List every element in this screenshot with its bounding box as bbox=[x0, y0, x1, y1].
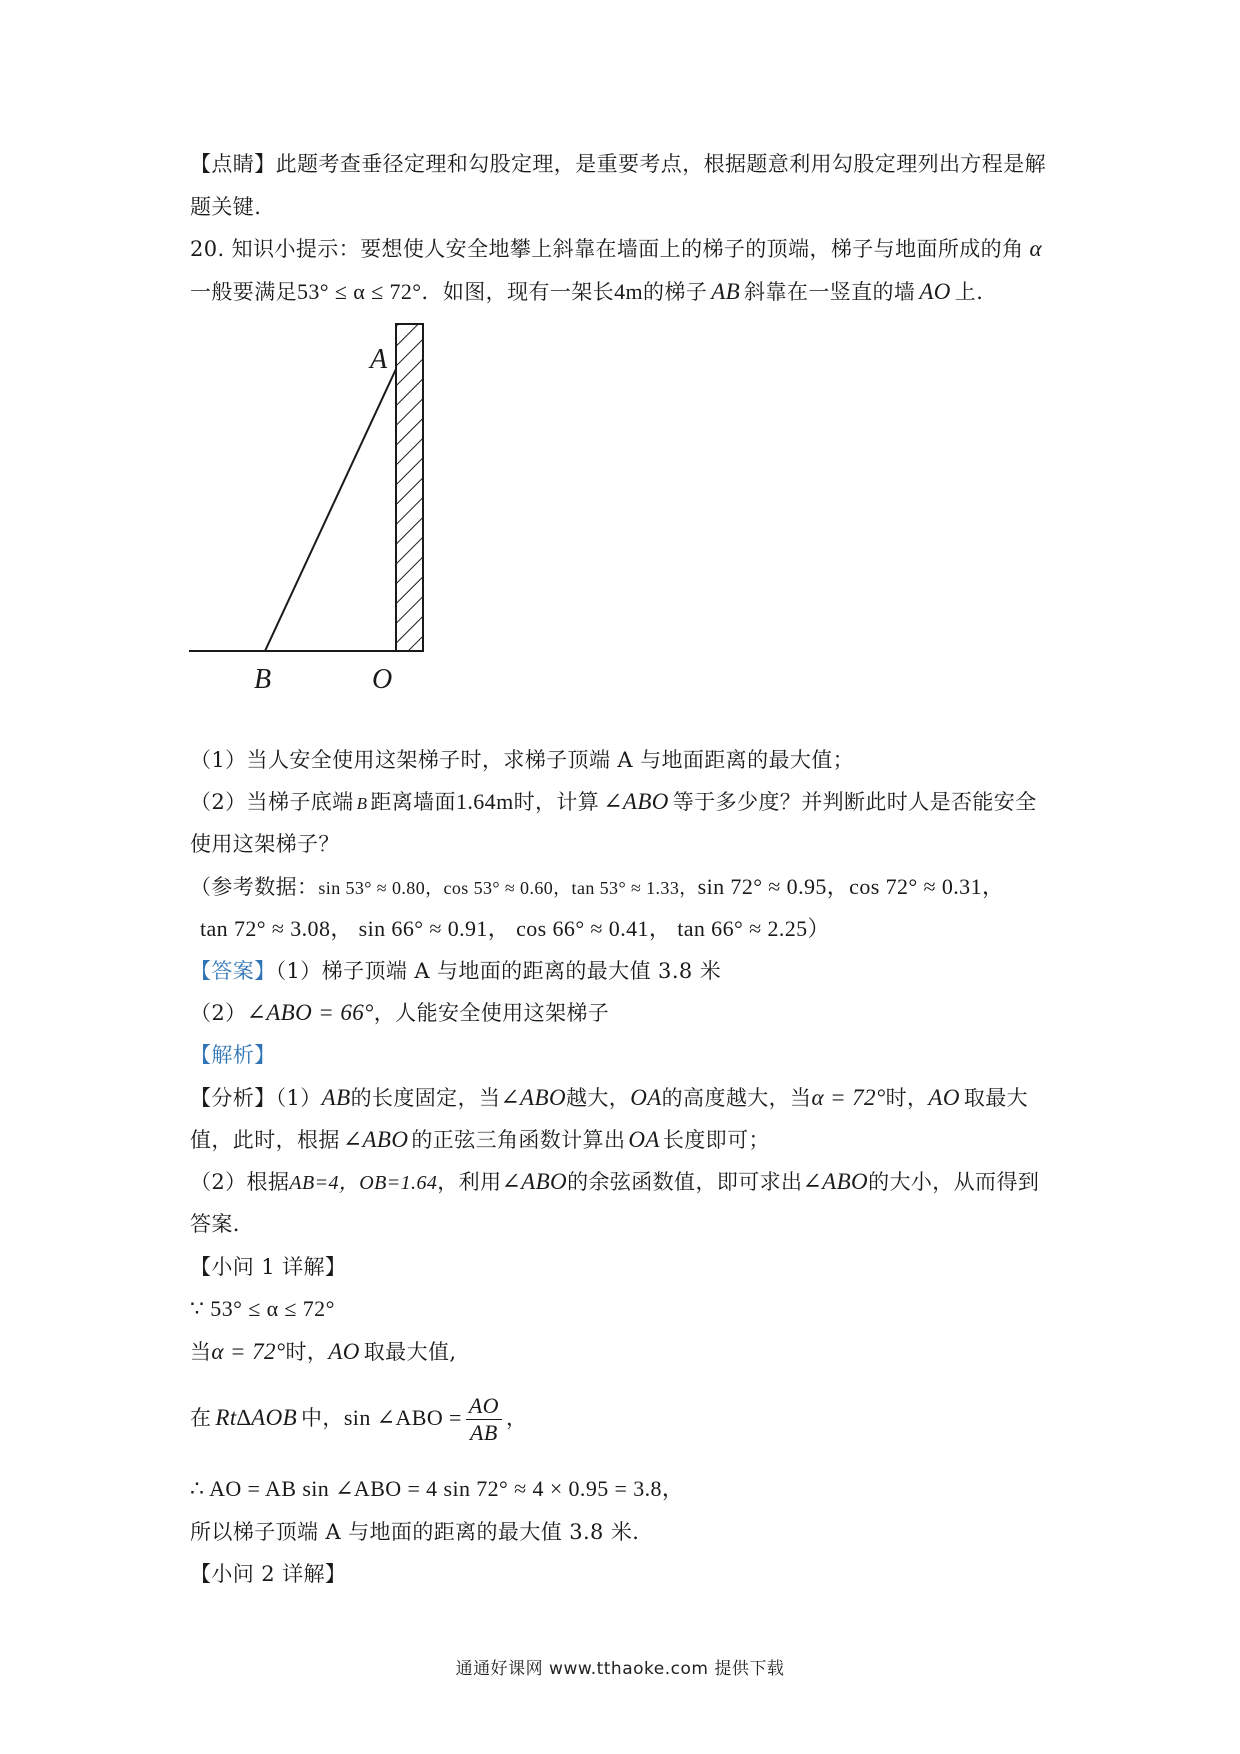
solution-line-4 bbox=[190, 1474, 1070, 1504]
problem-20-line-2 bbox=[190, 277, 1070, 307]
segment-oa: OA bbox=[628, 1127, 660, 1152]
question-text: （1）当人安全使用这架梯子时，求梯子顶端 A 与地面距离的最大值； bbox=[190, 748, 855, 772]
analysis-line-3 bbox=[190, 1167, 1070, 1198]
analysis-text: 值，此时，根据 bbox=[190, 1128, 340, 1152]
analysis-tag-line bbox=[190, 1040, 1070, 1070]
solution-math: ∴ AO = AB sin ∠ABO = 4 sin 72° ≈ 4 × 0.95 = 3.8， bbox=[190, 1476, 685, 1501]
fraction-numerator: AO bbox=[466, 1393, 502, 1420]
solution-text: 当 bbox=[190, 1340, 212, 1364]
analysis-text: 越大， bbox=[565, 1086, 631, 1110]
label-a: A bbox=[370, 344, 388, 375]
analysis-text: 的长度固定，当 bbox=[350, 1086, 501, 1110]
distance-value: 1.64m bbox=[455, 789, 514, 814]
note-text: 【点睛】此题考查垂径定理和勾股定理，是重要考点，根据题意利用勾股定理列出方程是解 bbox=[190, 152, 1046, 176]
alpha-value: α = 72° bbox=[211, 1339, 286, 1364]
ladder-figure bbox=[186, 318, 456, 698]
angle-abo: ∠ABO bbox=[603, 789, 669, 814]
segment-ao: AO bbox=[328, 1339, 360, 1364]
sub-heading: 【小问 2 详解】 bbox=[190, 1562, 347, 1586]
solution-text: 在 bbox=[190, 1406, 212, 1430]
answer-line-2 bbox=[190, 998, 1070, 1028]
triangle-aob: Rt∆AOB bbox=[215, 1405, 298, 1430]
sine-expression: sin ∠ABO = bbox=[343, 1405, 462, 1430]
answer-text: （2） bbox=[190, 1001, 247, 1025]
solution-line-1 bbox=[190, 1294, 1070, 1324]
analysis-text: 的正弦三角函数计算出 bbox=[411, 1128, 626, 1152]
note-line-2 bbox=[190, 192, 1070, 222]
sub-question-1-heading bbox=[190, 1252, 1070, 1282]
reference-values: sin 72° ≈ 0.95，cos 72° ≈ 0.31， bbox=[697, 874, 1005, 899]
problem-text: 的梯子 bbox=[643, 280, 708, 304]
label-b: B bbox=[254, 664, 272, 695]
sub-heading: 【小问 1 详解】 bbox=[190, 1255, 347, 1279]
analysis-tag: 【解析】 bbox=[190, 1043, 276, 1067]
problem-text: ．如图，现有一架长 bbox=[421, 280, 615, 304]
wall bbox=[396, 324, 423, 651]
answer-text: （1）梯子顶端 A 与地面的距离的最大值 3.8 米 bbox=[275, 959, 722, 983]
answer-tag: 【答案】 bbox=[190, 959, 276, 983]
analysis-text: 长度即可； bbox=[662, 1128, 770, 1152]
analysis-text: 答案. bbox=[190, 1212, 240, 1236]
solution-line-2 bbox=[190, 1337, 1070, 1367]
given-values: AB=4，OB=1.64 bbox=[289, 1172, 438, 1194]
solution-line-5 bbox=[190, 1517, 1070, 1547]
sub-question-2-heading bbox=[190, 1559, 1070, 1589]
solution-text: ， bbox=[505, 1406, 528, 1430]
solution-text: 所以梯子顶端 A 与地面的距离的最大值 3.8 米. bbox=[190, 1520, 640, 1544]
angle-abo: ∠ABO bbox=[501, 1169, 568, 1194]
solution-text: 时， bbox=[285, 1340, 329, 1364]
alpha-value: α = 72° bbox=[811, 1085, 886, 1110]
fraction-denominator: AB bbox=[470, 1420, 498, 1445]
page-footer: 通通好课网 www.tthaoke.com 提供下载 bbox=[455, 1659, 785, 1679]
answer-text: ，人能安全使用这架梯子 bbox=[373, 1001, 610, 1025]
label-o: O bbox=[372, 664, 393, 695]
reference-values: tan 72° ≈ 3.08， sin 66° ≈ 0.91， cos 66° ≈ 0.41， tan 66° ≈ 2.25） bbox=[200, 916, 830, 941]
question-2-line-2 bbox=[190, 829, 1070, 859]
question-2-line-1 bbox=[190, 787, 1070, 819]
solution-text: 取最大值, bbox=[363, 1340, 457, 1364]
segment-ao: AO bbox=[928, 1085, 960, 1110]
solution-math: ∵ 53° ≤ α ≤ 72° bbox=[190, 1296, 335, 1321]
ladder-ab bbox=[265, 369, 396, 651]
problem-text: 20. 知识小提示：要想使人安全地攀上斜靠在墙面上的梯子的顶端，梯子与地面所成的角 bbox=[190, 237, 1024, 261]
analysis-text: 时， bbox=[885, 1086, 929, 1110]
angle-result: ∠ABO = 66° bbox=[246, 1000, 374, 1025]
analysis-text: 【分析】（1） bbox=[190, 1086, 322, 1110]
analysis-text: 的大小，从而得到 bbox=[868, 1170, 1040, 1194]
reference-values: sin 53° ≈ 0.80，cos 53° ≈ 0.60，tan 53° ≈ 1.33， bbox=[318, 878, 698, 898]
angle-abo: ∠ABO bbox=[342, 1127, 409, 1152]
analysis-line-1 bbox=[190, 1083, 1070, 1113]
angle-abo: ∠ABO bbox=[500, 1085, 566, 1110]
reference-label: （参考数据： bbox=[190, 875, 319, 899]
answer-line-1 bbox=[190, 956, 1070, 986]
solution-text: 中， bbox=[301, 1406, 344, 1430]
question-text: 等于多少度？并判断此时人是否能安全 bbox=[672, 790, 1037, 814]
question-text: 使用这架梯子？ bbox=[190, 832, 340, 856]
fraction-ao-ab bbox=[466, 1393, 502, 1446]
reference-line-1 bbox=[190, 872, 1070, 903]
analysis-line-2 bbox=[190, 1125, 1070, 1155]
question-text: 时，计算 bbox=[513, 790, 600, 814]
angle-abo: ∠ABO bbox=[802, 1169, 869, 1194]
analysis-text: （2）根据 bbox=[190, 1170, 290, 1194]
question-text: 距离墙面 bbox=[370, 790, 456, 814]
analysis-text: 取最大 bbox=[963, 1086, 1029, 1110]
point-b: B bbox=[356, 794, 368, 813]
ladder-length: 4m bbox=[614, 279, 644, 304]
analysis-text: 的高度越大，当 bbox=[661, 1086, 812, 1110]
note-line-1 bbox=[190, 149, 1070, 179]
segment-ab: AB bbox=[711, 279, 741, 304]
alpha-symbol: α bbox=[1029, 236, 1042, 261]
segment-oa: OA bbox=[630, 1085, 662, 1110]
problem-20-line-1 bbox=[190, 234, 1070, 264]
problem-text: 一般要满足 bbox=[190, 280, 297, 304]
segment-ab: AB bbox=[321, 1085, 351, 1110]
note-text: 题关键. bbox=[190, 195, 262, 219]
segment-ao: AO bbox=[919, 279, 951, 304]
question-1 bbox=[190, 745, 1070, 775]
problem-text: 上. bbox=[954, 280, 984, 304]
reference-line-2 bbox=[200, 914, 1080, 944]
analysis-line-4 bbox=[190, 1209, 1070, 1239]
question-text: （2）当梯子底端 bbox=[190, 790, 354, 814]
problem-text: 斜靠在一竖直的墙 bbox=[744, 280, 916, 304]
angle-range: 53° ≤ α ≤ 72° bbox=[297, 279, 422, 304]
solution-line-3 bbox=[190, 1388, 1070, 1448]
analysis-text: ，利用 bbox=[437, 1170, 502, 1194]
analysis-text: 的余弦函数值，即可求出 bbox=[567, 1170, 803, 1194]
